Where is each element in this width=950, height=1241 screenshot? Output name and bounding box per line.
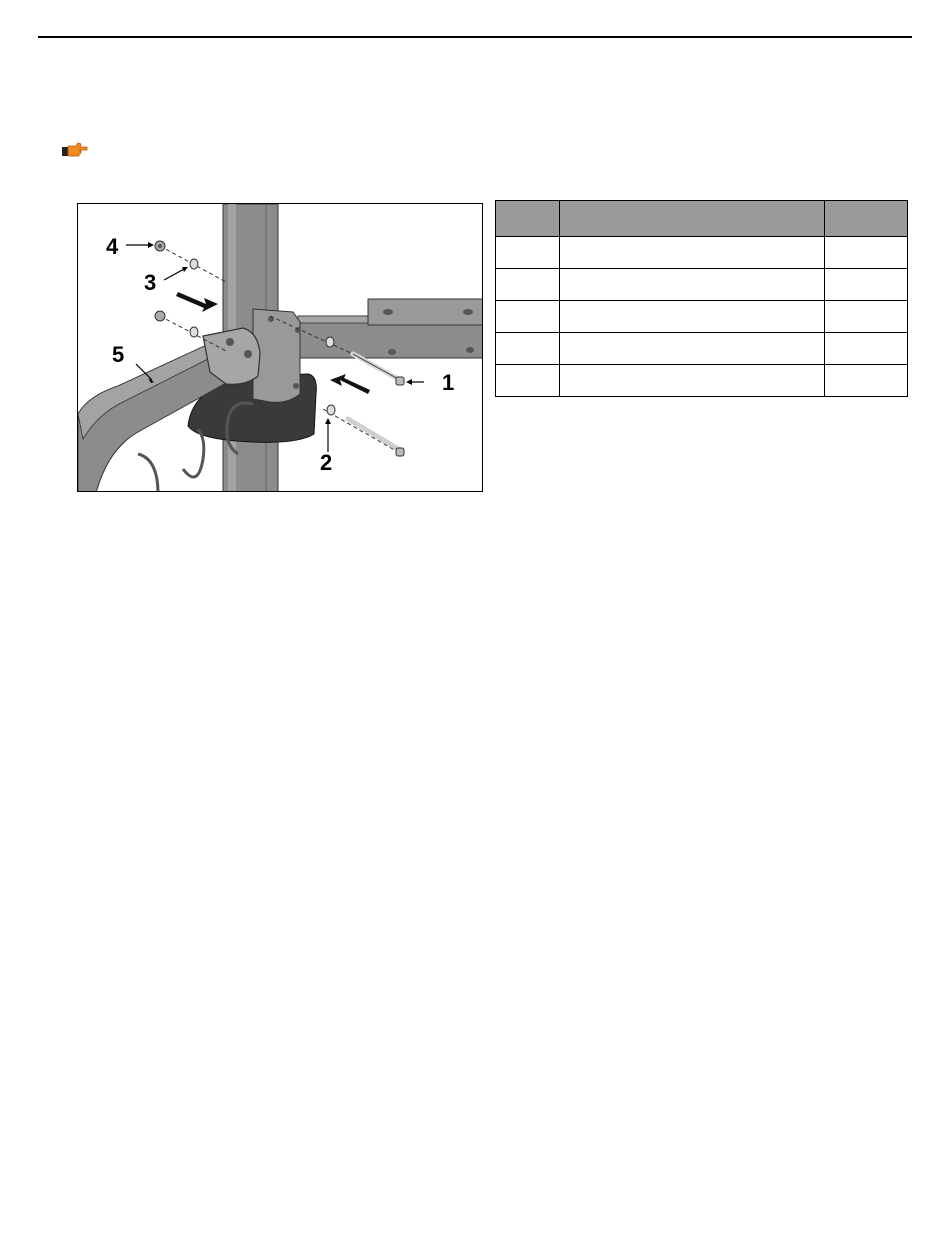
row-description: [560, 333, 825, 365]
bolts: [348, 354, 404, 456]
row-description: [560, 301, 825, 333]
row-description: [560, 237, 825, 269]
callout-4: 4: [106, 234, 119, 259]
row-description: [560, 269, 825, 301]
header-description: [560, 201, 825, 237]
row-description: [560, 365, 825, 397]
row-qty: [825, 365, 908, 397]
header-key: [496, 201, 560, 237]
row-qty: [825, 237, 908, 269]
callout-5: 5: [112, 342, 125, 367]
assembly-figure: [77, 203, 483, 492]
row-key: [496, 237, 560, 269]
table-row: [496, 237, 908, 269]
row-qty: [825, 269, 908, 301]
callout-3: 3: [144, 270, 157, 295]
header-rule: [38, 36, 912, 38]
row-key: [496, 365, 560, 397]
row-key: [496, 301, 560, 333]
horizontal-beam: [298, 299, 483, 358]
table-row: [496, 301, 908, 333]
header-qty: [825, 201, 908, 237]
table-header-row: [496, 201, 908, 237]
row-qty: [825, 301, 908, 333]
row-key: [496, 269, 560, 301]
row-qty: [825, 333, 908, 365]
callout-1: 1: [442, 370, 455, 395]
assembly-illustration: [78, 204, 483, 492]
row-key: [496, 333, 560, 365]
callout-2: 2: [320, 450, 333, 475]
parts-table: [495, 200, 908, 397]
pointing-hand-icon: [62, 142, 88, 160]
table-row: [496, 365, 908, 397]
table-row: [496, 269, 908, 301]
table-row: [496, 333, 908, 365]
